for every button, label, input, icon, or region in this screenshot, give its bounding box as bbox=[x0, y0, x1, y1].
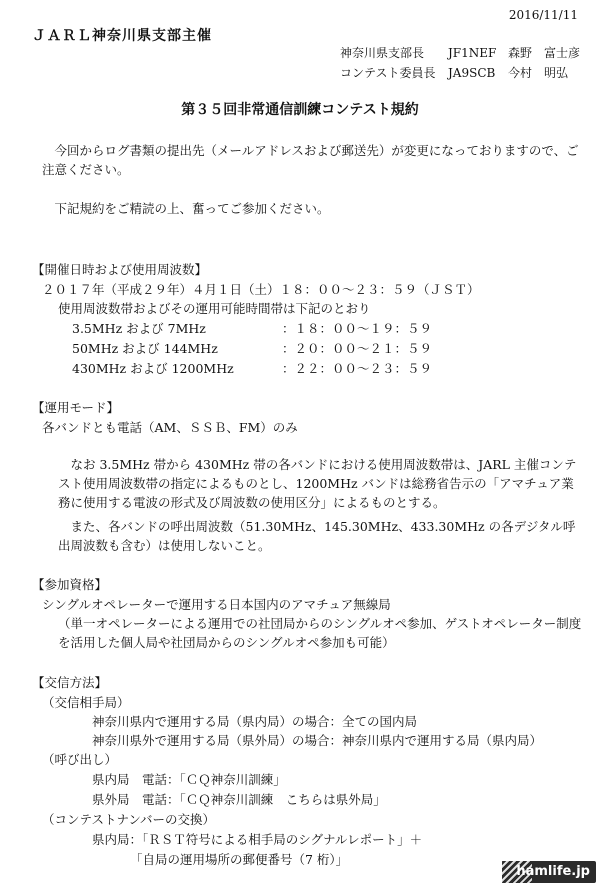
eligibility-note: （単一オペレーターによる運用での社団局からのシングルオペ参加、ゲストオペレーター制度を活用した個人局や社団局からのシングルオペ参加も可能） bbox=[58, 616, 582, 650]
officer-role: 神奈川県支部長 bbox=[340, 46, 425, 60]
exchange-number-line: 県内局：「ＲＳＴ符号による相手局のシグナルレポート」＋ bbox=[92, 832, 423, 847]
exchange-partner-in: 神奈川県内で運用する局（県内局）の場合：全ての国内局 bbox=[92, 714, 418, 729]
document-date: 2016/11/11 bbox=[508, 8, 578, 22]
watermark-text: hamlife.jp bbox=[516, 864, 590, 880]
band-row bbox=[72, 320, 432, 339]
officer-line bbox=[340, 44, 580, 62]
intro-paragraph: 今回からログ書類の提出先（メールアドレスおよび郵送先）が変更になっておりますので、ご注意ください。 bbox=[42, 143, 579, 177]
officer-line bbox=[340, 64, 568, 82]
band-row bbox=[72, 360, 432, 379]
band-name: 430MHz および 1200MHz bbox=[72, 361, 234, 376]
exchange-call-heading: （呼び出し） bbox=[42, 752, 118, 767]
band-time: ：２２：００～２３：５９ bbox=[282, 361, 433, 376]
exchange-partner-heading: （交信相手局） bbox=[42, 695, 130, 710]
mode-text: 各バンドとも電話（AM、ＳＳＢ、FM）のみ bbox=[42, 420, 298, 435]
officer-callsign: JA9SCB bbox=[448, 66, 496, 80]
band-time: ：１８：００～１９：５９ bbox=[282, 321, 433, 336]
officer-name: 森野 富士彦 bbox=[508, 46, 581, 60]
schedule-datetime: ２０１７年（平成２９年）４月１日（土）１８：００～２３：５９（ＪＳＴ） bbox=[42, 282, 480, 297]
exchange-partner-out: 神奈川県外で運用する局（県外局）の場合：神奈川県内で運用する局（県内局） bbox=[92, 733, 543, 748]
eligibility-text: シングルオペレーターで運用する日本国内のアマチュア無線局 bbox=[42, 597, 391, 612]
exchange-call-out: 県外局 電話：「ＣＱ神奈川訓練 こちらは県外局」 bbox=[92, 792, 386, 807]
band-name: 50MHz および 144MHz bbox=[72, 341, 218, 356]
band-name: 3.5MHz および 7MHz bbox=[72, 321, 206, 336]
mode-calling-paragraph: また、各バンドの呼出周波数（51.30MHz、145.30MHz、433.30MHz の各デジタル呼出周波数も含む）は使用しないこと。 bbox=[58, 519, 576, 553]
section-heading-schedule: 【開催日時および使用周波数】 bbox=[32, 262, 208, 277]
officer-name: 今村 明弘 bbox=[508, 66, 569, 80]
officer-role: コンテスト委員長 bbox=[340, 66, 436, 80]
section-heading-exchange: 【交信方法】 bbox=[32, 675, 108, 690]
mode-frequency-paragraph: なお 3.5MHz 帯から 430MHz 帯の各バンドにおける使用周波数帯は、JARL 主催コンテスト使用周波数帯の指定によるものとし、1200MHz バンドは総務省告示の「アマチュア業務に使用する電波の形式及び周波数の使用区分」によるものとする。 bbox=[58, 457, 577, 510]
exchange-number-heading: （コンテストナンバーの交換） bbox=[42, 812, 216, 827]
schedule-note: 使用周波数帯およびその運用可能時間帯は下記のとおり bbox=[58, 301, 371, 316]
band-time: ：２０：００～２１：５９ bbox=[282, 341, 433, 356]
watermark-logo bbox=[502, 861, 596, 883]
exchange-call-in: 県内局 電話：「ＣＱ神奈川訓練」 bbox=[92, 772, 286, 787]
section-heading-mode: 【運用モード】 bbox=[32, 400, 120, 415]
intro-paragraph: 下記規約をご精読の上、奮ってご参加ください。 bbox=[54, 201, 330, 216]
organizer-heading: ＪＡＲＬ神奈川県支部主催 bbox=[32, 28, 212, 44]
band-row bbox=[72, 340, 432, 359]
exchange-number-line: 「自局の運用場所の郵便番号（7 桁）」 bbox=[130, 852, 349, 867]
section-heading-eligibility: 【参加資格】 bbox=[32, 577, 108, 592]
document-title: 第３５回非常通信訓練コンテスト規約 bbox=[181, 102, 419, 118]
officer-callsign: JF1NEF bbox=[448, 46, 497, 60]
